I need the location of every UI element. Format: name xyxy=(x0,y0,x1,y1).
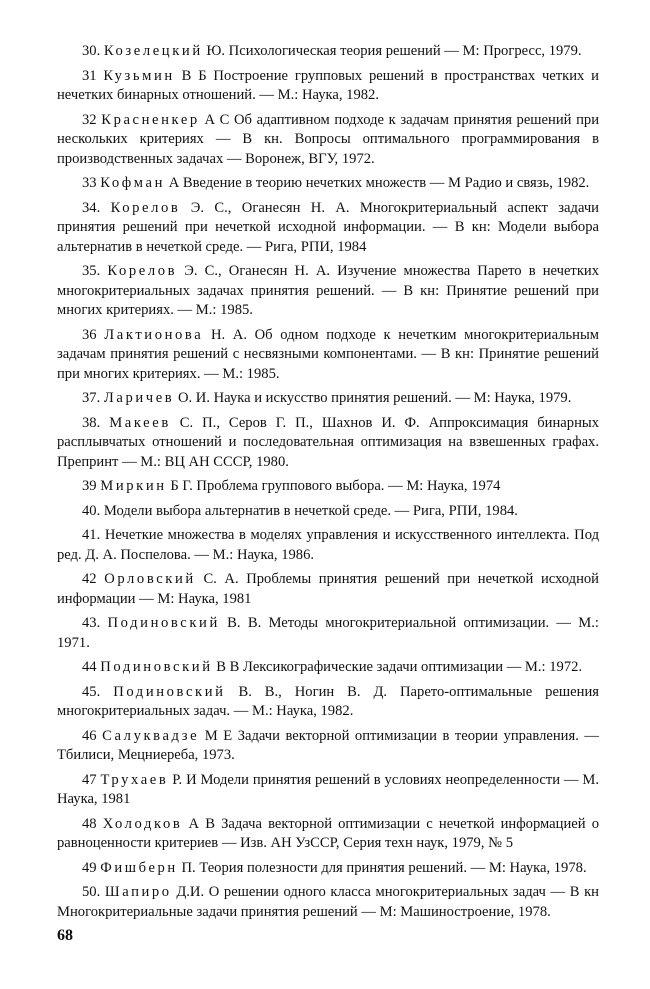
reference-author: Корелов xyxy=(110,199,181,216)
reference-author: Ларичев xyxy=(103,390,175,406)
reference-number: 45. xyxy=(82,683,101,700)
reference-text: Нечеткие множества в моделях управления и искусственного интеллекта. Под ред. Д. А. Поспелова. — М.: Наука, 1986. xyxy=(57,527,599,563)
reference-entry xyxy=(57,658,599,678)
reference-entry xyxy=(57,111,599,170)
reference-text: О. И. Наука и искусство принятия решений. — М: Наука, 1979. xyxy=(177,390,572,406)
reference-number: 31 xyxy=(82,67,97,84)
reference-text: Модели выбора альтернатив в нечеткой среде. — Рига, РПИ, 1984. xyxy=(103,502,518,519)
reference-entry xyxy=(57,414,599,473)
reference-author: Холодков xyxy=(102,815,183,832)
reference-author: Миркин xyxy=(100,478,167,494)
reference-author: Козелецкий xyxy=(103,43,203,59)
reference-author: Шапиро xyxy=(104,884,172,900)
reference-text: В В Лексикографические задачи оптимизации — М.: 1972. xyxy=(216,659,583,675)
reference-number: 48 xyxy=(82,815,97,832)
reference-author: Трухаев xyxy=(100,771,169,788)
reference-entry xyxy=(57,883,599,922)
reference-number: 32 xyxy=(82,111,97,128)
reference-entry xyxy=(57,262,599,321)
reference-number: 44 xyxy=(82,659,97,675)
reference-text: А С Об адаптивном подходе к задачам принятия решений при нескольких критериях — В кн. Вопросы оптимального программирования в производственных задачах — Воронеж, ВГУ, 1972. xyxy=(57,111,599,167)
reference-number: 49 xyxy=(82,859,97,876)
reference-number: 50. xyxy=(82,884,101,900)
reference-author: Кофман xyxy=(100,175,166,191)
reference-number: 34. xyxy=(82,199,101,216)
reference-author: Красненкер xyxy=(101,111,200,128)
reference-author: Салуквадзе xyxy=(102,727,200,744)
reference-number: 38. xyxy=(82,414,101,431)
reference-number: 46 xyxy=(82,727,97,744)
reference-entry xyxy=(57,727,599,766)
reference-text: А В Задача векторной оптимизации с нечеткой информацией о равноценности критериев — Изв. АН УзССР, Серия техн наук, 1979, № 5 xyxy=(57,815,599,851)
reference-entry xyxy=(57,199,599,258)
reference-number: 47 xyxy=(82,771,97,788)
reference-text: А Введение в теорию нечетких множеств — М Радио и связь, 1982. xyxy=(168,175,590,191)
reference-text: В Б Построение групповых решений в пространствах четких и нечетких бинарных отношений. — М.: Наука, 1982. xyxy=(57,67,599,103)
reference-entry xyxy=(57,526,599,565)
reference-number: 35. xyxy=(82,263,101,279)
reference-text: В. В. Методы многокритериальной оптимизации. — М.: 1971. xyxy=(57,615,599,651)
reference-text: Д.И. О решении одного класса многокритериальных задач — В кн Многокритериальные задачи принятия решений — М: Машиностроение, 1978. xyxy=(57,884,599,920)
reference-entry xyxy=(57,326,599,385)
reference-number: 41. xyxy=(82,527,101,543)
reference-text: Э. С., Оганесян Н. А. Многокритериальный аспект задачи принятия решений при нечеткой исходной информации. — В кн: Модели выбора альтернатив в нечеткой среде. — Рига, РПИ, 1984 xyxy=(57,199,599,255)
reference-text: М Е Задачи векторной оптимизации в теории управления. — Тбилиси, Мецниереба, 1973. xyxy=(57,727,599,763)
reference-number: 43. xyxy=(82,615,101,631)
reference-author: Кузьмин xyxy=(103,67,175,84)
page-number: 68 xyxy=(57,927,73,944)
reference-text: С. А. Проблемы принятия решений при нечеткой исходной информации — М: Наука, 1981 xyxy=(57,571,599,607)
reference-entry xyxy=(57,859,599,879)
reference-text: Н. А. Об одном подходе к нечетким многокритериальным задачам принятия решений с несвязными компонентами. — В кн: Принятие решений при многих критериях. — М.: 1985. xyxy=(57,326,599,382)
reference-entry xyxy=(57,502,599,522)
reference-text: Э. С., Оганесян Н. А. Изучение множества Парето в нечетких многокритериальных задачах принятия решений. — В кн: Принятие решений при многих критериях. — М.: 1985. xyxy=(57,263,600,318)
reference-author: Фишберн xyxy=(100,859,178,876)
reference-author: Лактионова xyxy=(104,326,204,343)
reference-entry xyxy=(57,570,599,609)
reference-text: В. В., Ногин В. Д. Парето-оптимальные решения многокритериальных задач. — М.: Наука, 1982. xyxy=(57,683,599,719)
reference-author: Орловский xyxy=(104,571,196,587)
reference-text: П. Теория полезности для принятия решений. — М: Наука, 1978. xyxy=(181,859,587,876)
reference-text: Б Г. Проблема группового выбора. — М: Наука, 1974 xyxy=(170,478,501,494)
reference-author: Макеев xyxy=(109,414,171,431)
reference-text: С. П., Серов Г. П., Шахнов И. Ф. Аппроксимация бинарных расплывчатых отношений и последовательная оптимизация на взвешенных графах. Препринт — М.: ВЦ АН СССР, 1980. xyxy=(57,414,599,470)
reference-number: 42 xyxy=(82,571,97,587)
reference-entry xyxy=(57,815,599,854)
reference-text: Р. И Модели принятия решений в условиях неопределенности — М. Наука, 1981 xyxy=(57,771,599,807)
reference-entry xyxy=(57,174,599,194)
reference-entry xyxy=(57,389,599,409)
reference-number: 37. xyxy=(82,390,101,406)
reference-number: 33 xyxy=(82,175,97,191)
reference-author: Подиновский xyxy=(100,659,213,675)
reference-entry xyxy=(57,477,599,497)
reference-author: Корелов xyxy=(107,263,178,279)
reference-list xyxy=(57,42,599,927)
reference-number: 39 xyxy=(82,478,97,494)
reference-entry xyxy=(57,683,599,722)
reference-author: Подиновский xyxy=(113,683,226,700)
reference-entry xyxy=(57,771,599,810)
reference-entry xyxy=(57,42,599,62)
reference-number: 30. xyxy=(82,43,101,59)
reference-number: 40. xyxy=(82,502,101,519)
reference-number: 36 xyxy=(82,326,97,343)
reference-text: Ю. Психологическая теория решений — М: Прогресс, 1979. xyxy=(206,43,582,59)
reference-entry xyxy=(57,614,599,653)
reference-author: Подиновский xyxy=(107,615,220,631)
reference-entry xyxy=(57,67,599,106)
